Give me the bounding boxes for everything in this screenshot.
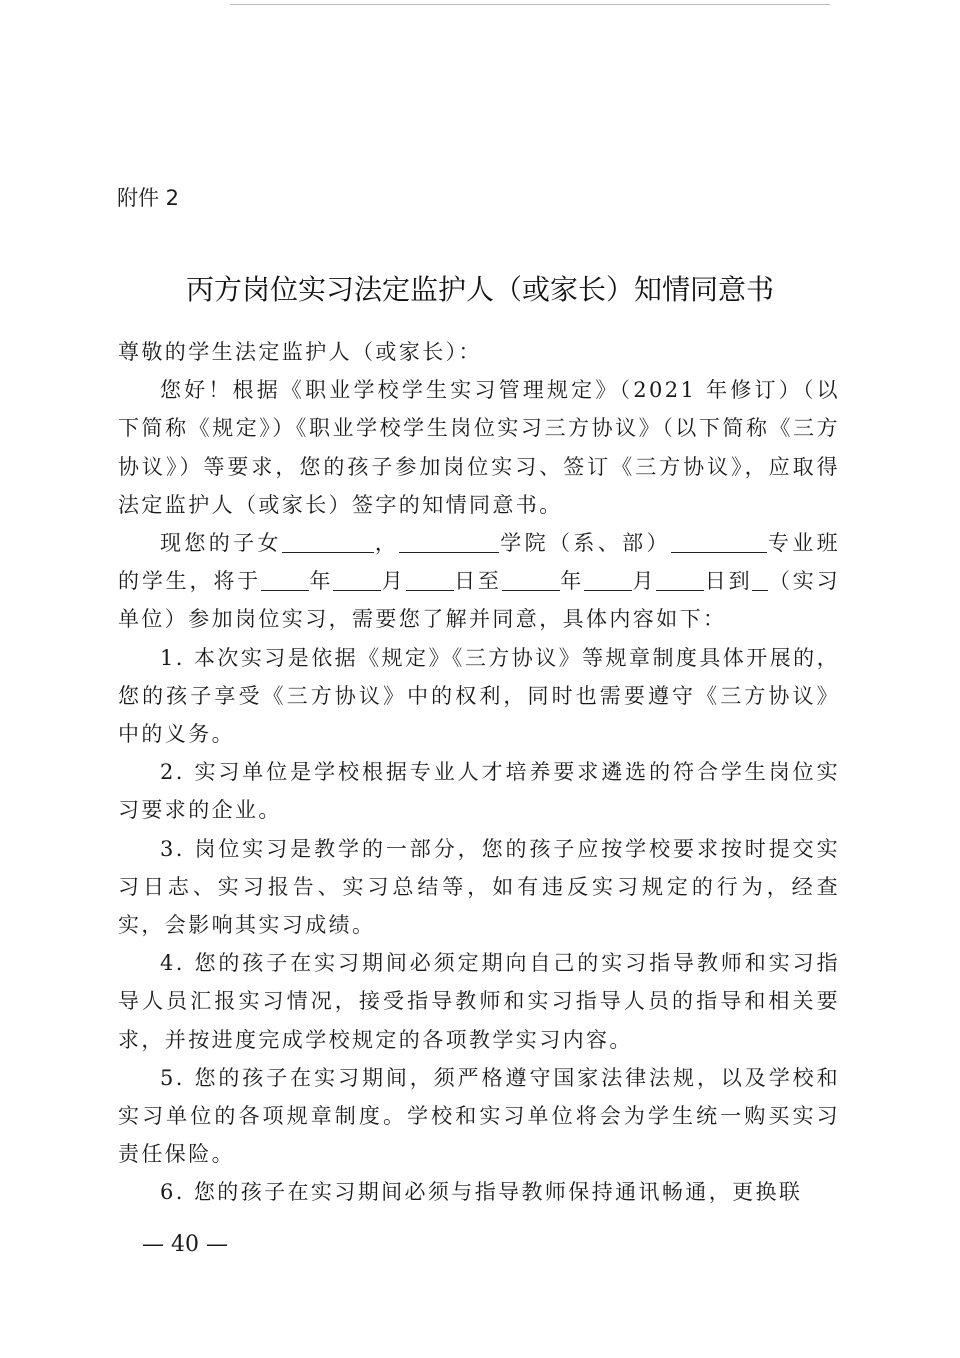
item-4: 4. 您的孩子在实习期间必须定期向自己的实习指导教师和实习指导人员汇报实习情况，接受指导教师和实习指导人员的指导和相关要求，并按进度完成学校规定的各项教学实习内容。 [118,951,840,1052]
student-name-blank[interactable] [282,529,374,553]
item-3: 3. 岗位实习是教学的一部分，您的孩子应按学校要求按时提交实习日志、实习报告、实习总结等，如有违反实习规定的行为，经查实，会影响其实习成绩。 [118,836,840,938]
form-text-unit: （实习单位）参加岗位实习，需要您了解并同意，具体内容如下： [118,569,841,632]
form-text-month1: 月 [381,569,406,594]
form-text-day-to: 日至 [453,569,502,594]
end-month-blank[interactable] [584,567,632,591]
form-text-year2: 年 [559,569,585,594]
student-info-form [118,524,840,639]
start-month-blank[interactable] [333,567,381,591]
end-year-blank[interactable] [502,567,560,591]
top-border-line [230,4,830,5]
internship-unit-blank[interactable] [752,567,768,591]
form-text-year1: 年 [309,569,334,594]
college-blank[interactable] [399,529,499,553]
end-day-blank[interactable] [656,567,704,591]
attachment-label: 附件 2 [117,186,180,210]
form-text-child: 现您的子女 [160,531,282,556]
item-6: 6. 您的孩子在实习期间必须与指导教师保持通讯畅通，更换联 [160,1180,803,1205]
form-text-month2: 月 [632,569,657,594]
start-day-blank[interactable] [406,567,454,591]
item-1: 1. 本次实习是依据《规定》《三方协议》等规章制度具体开展的，您的孩子享受《三方协议》中的权利，同时也需要遵守《三方协议》中的义务。 [118,645,840,747]
major-blank[interactable] [671,529,767,553]
document-title: 丙方岗位实习法定监护人（或家长）知情同意书 [185,273,774,306]
document-body [118,333,840,1212]
form-separator: ， [373,531,400,556]
form-text-college: 学院（系、部） [499,531,671,556]
salutation: 尊敬的学生法定监护人（或家长）： [118,340,482,364]
item-2: 2. 实习单位是学校根据专业人才培养要求遴选的符合学生岗位实习要求的企业。 [118,760,840,823]
form-text-major: 专业班的学生，将于 [118,531,841,594]
form-text-day-end: 日到 [704,569,753,594]
start-year-blank[interactable] [261,567,309,591]
page-number: — 40 — [142,1232,228,1257]
intro-paragraph: 您好！根据《职业学校学生实习管理规定》（2021 年修订）（以下简称《规定》）《职业学校学生岗位实习三方协议》（以下简称《三方协议》）等要求，您的孩子参加岗位实习、签订《三方协议》，应取得法定监护人（或家长）签字的知情同意书。 [118,378,840,517]
item-5: 5. 您的孩子在实习期间，须严格遵守国家法律法规，以及学校和实习单位的各项规章制度。学校和实习单位将会为学生统一购买实习责任保险。 [118,1065,840,1167]
